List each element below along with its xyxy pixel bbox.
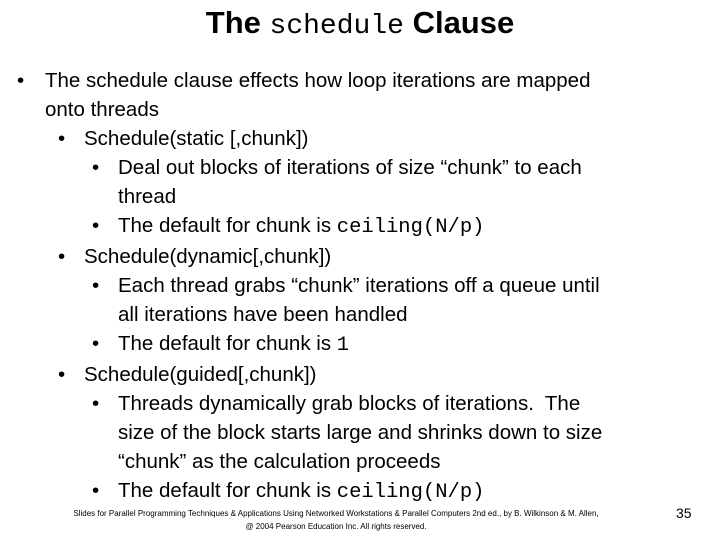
bullet-guided-label: Schedule(guided[,chunk]) <box>84 363 317 386</box>
bullet-marker: • <box>92 274 100 297</box>
bullet-static-deal-line1: Deal out blocks of iterations of size “chunk” to each <box>118 156 582 179</box>
bullet-main-line1: The schedule clause effects how loop iterations are mapped <box>45 69 591 92</box>
bullet-dynamic-default <box>0 329 720 360</box>
bullet-main <box>0 66 720 124</box>
title-code: schedule <box>269 11 404 42</box>
bullet-static-deal <box>0 153 720 211</box>
bullet-dynamic-each-line2: all iterations have been handled <box>118 303 408 326</box>
bullet-dynamic-each <box>0 271 720 329</box>
bullet-marker: • <box>58 245 66 268</box>
footer-line1: Slides for Parallel Programming Techniques & Applications Using Networked Workstations & Parallel Computers 2nd ed., by B. Wilkinson & M. Allen, <box>73 509 599 518</box>
bullet-marker: • <box>92 214 100 237</box>
footer-line2: @ 2004 Pearson Education Inc. All rights reserved. <box>245 522 427 531</box>
bullet-dynamic <box>0 242 720 271</box>
bullet-dynamic-label: Schedule(dynamic[,chunk]) <box>84 245 332 268</box>
bullet-marker: • <box>92 479 100 502</box>
bullet-dynamic-default-text: The default for chunk is <box>118 332 337 355</box>
bullet-static-default-text: The default for chunk is <box>118 214 337 237</box>
slide-footer <box>30 507 642 533</box>
page-number: 35 <box>676 505 692 521</box>
bullet-dynamic-default-code: 1 <box>336 334 350 357</box>
bullet-main-line2: onto threads <box>45 98 159 121</box>
bullet-guided-default-text: The default for chunk is <box>118 479 337 502</box>
slide-title <box>0 4 720 46</box>
bullet-static-label: Schedule(static [,chunk]) <box>84 127 309 150</box>
title-prefix: The <box>205 5 261 40</box>
bullet-marker: • <box>17 69 25 92</box>
bullet-guided-threads-line2: size of the block starts large and shrinks down to size <box>118 421 603 444</box>
bullet-marker: • <box>92 332 100 355</box>
bullet-marker: • <box>58 127 66 150</box>
bullet-marker: • <box>58 363 66 386</box>
bullet-guided-default-code: ceiling(N/p) <box>336 481 485 504</box>
bullet-marker: • <box>92 392 100 415</box>
bullet-guided <box>0 360 720 389</box>
bullet-guided-threads-line3: “chunk” as the calculation proceeds <box>118 450 441 473</box>
bullet-list <box>0 66 720 507</box>
bullet-guided-threads <box>0 389 720 476</box>
bullet-dynamic-each-line1: Each thread grabs “chunk” iterations off a queue until <box>118 274 600 297</box>
bullet-guided-default <box>0 476 720 507</box>
bullet-static-deal-line2: thread <box>118 185 177 208</box>
bullet-marker: • <box>92 156 100 179</box>
bullet-static-default-code: ceiling(N/p) <box>336 216 485 239</box>
title-suffix: Clause <box>412 5 515 40</box>
bullet-static <box>0 124 720 153</box>
bullet-static-default <box>0 211 720 242</box>
bullet-guided-threads-line1: Threads dynamically grab blocks of iterations. The <box>118 392 581 415</box>
